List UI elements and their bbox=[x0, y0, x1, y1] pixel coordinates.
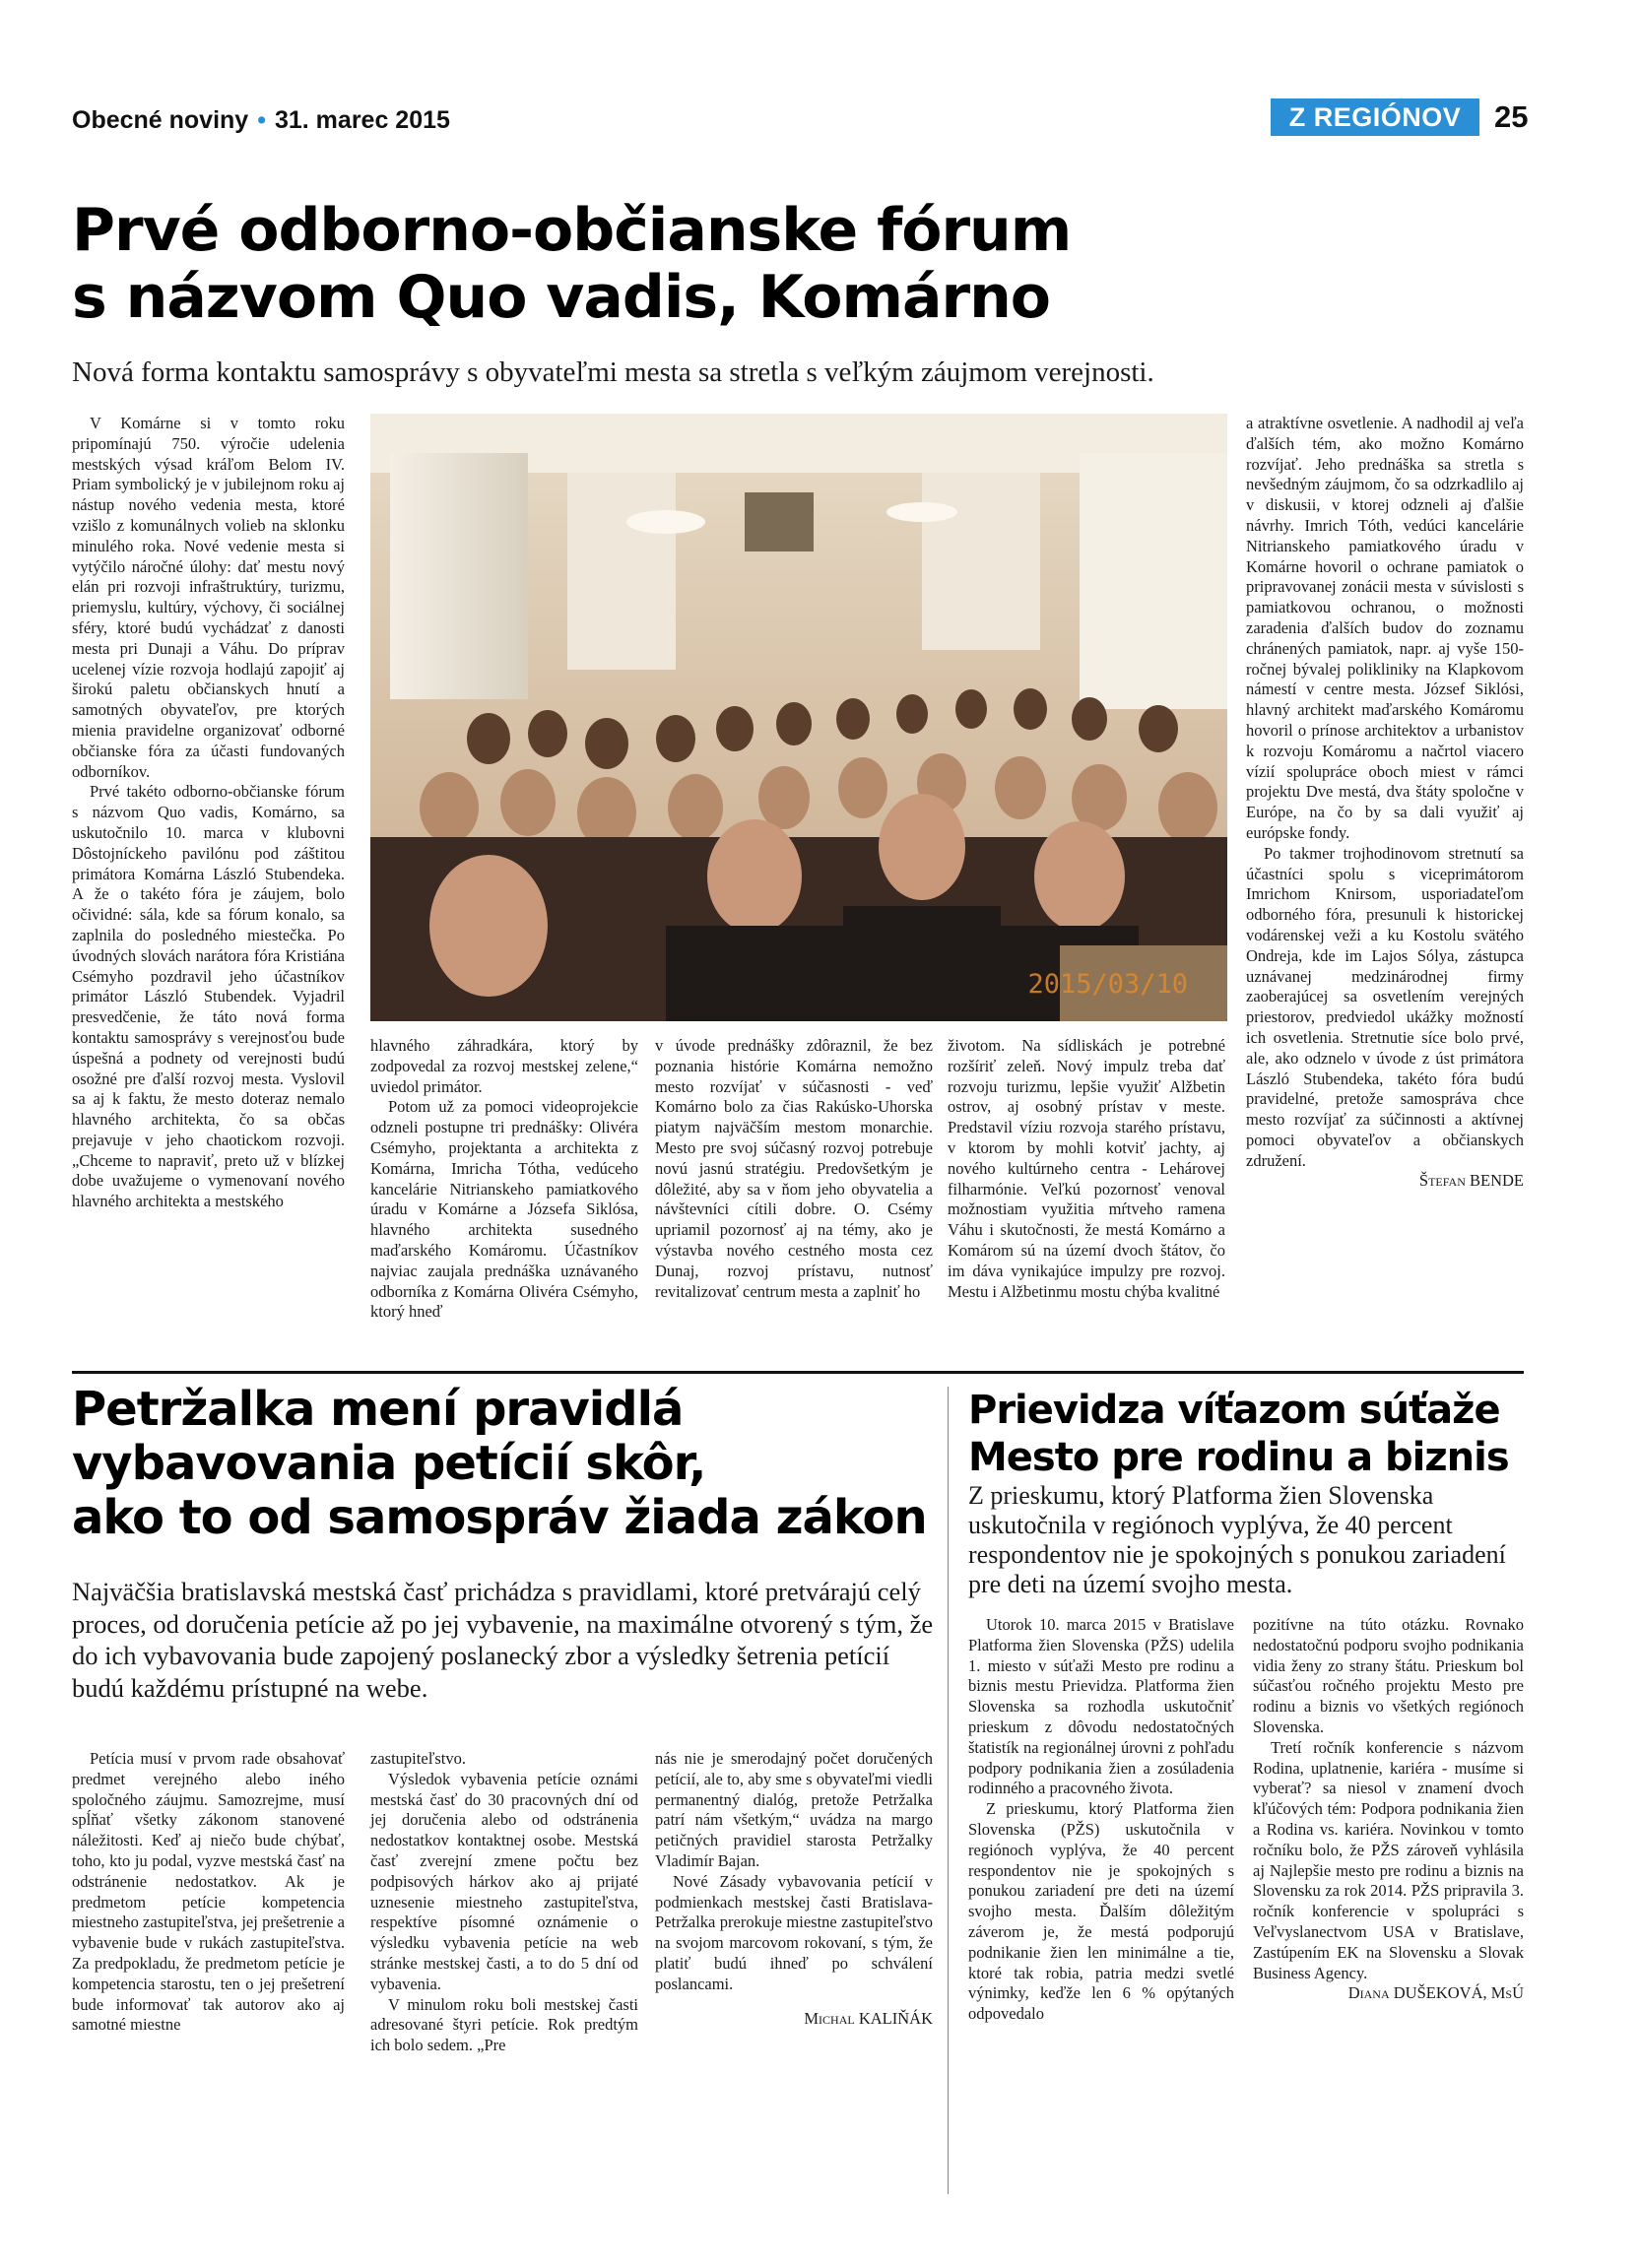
paragraph: V Komárne si v tomto roku pripomínajú 750. výročie udelenia mestských výsad kráľom Belom IV. Priam symbolický je v jubilejnom roku aj nástup nového vedenia mesta, ktoré vzišlo z komunálnych volieb na sklonku minulého roka. Nové vedenie mesta si vytýčilo náročné úlohy: dať mestu nový elán pri rozvoji infraštruktúry, turizmu, priemyslu, kultúry, výchovy, či sociálnej sféry, ktoré budú vychádzať z danosti mesta pri Dunaji a Váhu. Do príprav ucelenej vízie rozvoja hodlajú zapojiť aj širokú paletu občianskych hnutí a samotných obyvateľov, pre ktorých mienia pravidelne organizovať odborné občianske fóra za účasti fundovaných odborníkov. bbox=[72, 414, 345, 781]
column-divider bbox=[948, 1387, 949, 2194]
bullet-dot: • bbox=[257, 106, 266, 134]
article3-title-line2: Mesto pre rodinu a biznis bbox=[968, 1435, 1509, 1480]
article1-column-2 bbox=[370, 1036, 638, 1323]
article2-title-line3: ako to od samospráv žiada zákon bbox=[72, 1490, 927, 1545]
issue-date: 31. marec 2015 bbox=[274, 106, 450, 134]
page-number: 25 bbox=[1494, 99, 1529, 134]
paragraph: životom. Na sídliskách je potrebné rozšíriť zeleň. Nový impulz treba dať rozvoju turizmu, lepšie využiť Alžbetin ostrov, aj osobný prístav v meste. Predstavil víziu rozvoja starého prístavu, v ktorom by mohli kotviť jachty, aj nového kultúrneho centra - Lehárovej filharmónie. Veľkú pozornosť venoval možnostiam využitia mŕtveho ramena Váhu i skutočnosti, že mestá Komárno a Komárom sú na území dvoch štátov, čo im dáva vynikajúce impulzy pre rozvoj. Mestu i Alžbetinmu mostu chýba kvalitné bbox=[948, 1036, 1225, 1301]
article3-title bbox=[968, 1387, 1530, 1481]
article3-dek: Z prieskumu, ktorý Platforma žien Slovenska uskutočnila v regiónoch vyplýva, že 40 percent respondentov nie je spokojných s ponukou zariadení pre deti na území svojho mesta. bbox=[968, 1481, 1506, 1598]
article2-author: Michal KALIŇÁK bbox=[804, 2008, 933, 2028]
article2-column-1 bbox=[72, 1749, 345, 2036]
article2-title-line1: Petržalka mení pravidlá bbox=[72, 1382, 684, 1437]
section-divider bbox=[72, 1371, 1524, 1374]
paragraph: Tretí ročník konferencie s názvom Rodina, uplatnenie, kariéra - musíme si vyberať? sa niesol v znamení dvoch kľúčových tém: Podpora podnikania žien a Rodina vs. kariéra. Novinkou v tomto ročníku bolo, že PŽS zároveň vyhlásila aj Najlepšie mesto pre rodinu a biznis na Slovensku za rok 2014. PŽS pripravila 3. ročník konferencie v spolupráci s Veľvyslanectvom USA v Bratislave, Zastúpením EK na Slovensku a Slovak Business Agency. bbox=[1253, 1737, 1524, 1982]
article1-column-4 bbox=[948, 1036, 1225, 1302]
photo-date-stamp: 2015/03/10 bbox=[1027, 969, 1188, 1000]
paragraph: v úvode prednášky zdôraznil, že bez poznania histórie Komárna nemožno mesto rozvíjať v súčasnosti - veď Komárno bolo za čias Rakúsko-Uhorska piatym najväčším mestom monarchie. Mesto pre svoj súčasný rozvoj potrebuje novú jasnú stratégiu. Predovšetkým je dôležité, aby sa v ňom jeho obyvatelia a návštevníci cítili dobre. O. Csémy upriamil pozornosť aj na témy, ako je výstavba nového cestného mosta cez Dunaj, rozvoj prístavu, nutnosť revitalizovať centrum mesta a zaplniť ho bbox=[655, 1036, 933, 1301]
article2-title-line2: vybavovania petícií skôr, bbox=[72, 1436, 706, 1491]
article1-column-5 bbox=[1246, 414, 1524, 1192]
article1-author: Štefan BENDE bbox=[1418, 1171, 1524, 1191]
article1-column-1 bbox=[72, 414, 345, 1212]
paragraph: Potom už za pomoci videoprojekcie odzneli postupne tri prednášky: Olivéra Csémyho, projektanta a architekta z Komárna, Imricha Tótha, vedúceho kancelárie Nitrianskeho pamiatkového úradu v Komárne a Józsefa Siklósa, hlavného architekta susedného maďarského Komáromu. Účastníkov najviac zaujala prednáška uznávaného odborníka z Komárna Olivéra Csémyho, ktorý hneď bbox=[370, 1097, 638, 1322]
paragraph: Z prieskumu, ktorý Platforma žien Slovenska (PŽS) uskutočnila v regiónoch vyplýva, že 40 percent respondentov nie je spokojných s ponukou zariadení pre deti na území svojho mesta. Ďalším dôležitým záverom je, že mestá podporujú podnikanie žien len minimálne a tie, ktoré tak robia, patria medzi svetlé výnimky, keďže len 6 % opýtaných odpovedalo bbox=[968, 1799, 1234, 2024]
paragraph: Nové Zásady vybavovania petícií v podmienkach mestskej časti Bratislava-Petržalka prerokuje miestne zastupiteľstvo na svojom marcovom rokovaní, s tým, že platiť budú ihneď po schválení poslancami. bbox=[655, 1871, 933, 1993]
paragraph: hlavného záhradkára, ktorý by zodpovedal za rozvoj mestskej zelene,“ uviedol primátor. bbox=[370, 1036, 638, 1096]
article1-title bbox=[72, 197, 1510, 331]
section-label: Z REGIÓNOV bbox=[1271, 98, 1479, 136]
article3-title-line1: Prievidza víťazom súťaže bbox=[968, 1388, 1500, 1433]
audience-photo bbox=[370, 414, 1227, 1021]
audience-photo-image bbox=[370, 414, 1227, 1021]
paragraph: a atraktívne osvetlenie. A nadhodil aj veľa ďalších tém, ako možno Komárno rozvíjať. Jeho prednáška sa stretla s nevšedným záujmom, čo sa odzrkadlilo aj v diskusii, v ktorej odzneli aj ďalšie návrhy. Imrich Tóth, vedúci kancelárie Nitrianskeho pamiatkového úradu v Komárne hovoril o ochrane pamiatok o pripravovanej zonácii mesta v súvislosti s pamiatkovou ochranou, o možnosti zaradenia ďalších budov do zoznamu chránených pamiatok, napr. aj vyše 150-ročnej bývalej polikliniky na Klapkovom námestí v centre mesta. József Siklósi, hlavný architekt maďarského Komáromu hovoril o prínose architektov a urbanistov k rozvoju Komáromu a načrtol viacero vízií spolupráce oboch miest v rámci projektu Dve mestá, dva štáty spoločne v Európe, na čo by sa dali využiť aj európske fondy. bbox=[1246, 414, 1524, 842]
article2-title bbox=[72, 1383, 939, 1545]
paragraph: Utorok 10. marca 2015 v Bratislave Platforma žien Slovenska (PŽS) udelila 1. miesto v súťaži Mesto pre rodinu a biznis mestu Prievidza. Platforma žien Slovenska sa rozhodla uskutočniť prieskum z dôvodu nedostatočných štatistík na regionálnej úrovni z pohľadu podpory podnikania žien a zosúladenia rodinného a pracovného života. bbox=[968, 1615, 1234, 1798]
article1-title-line2: s názvom Quo vadis, Komárno bbox=[72, 263, 1050, 332]
paragraph: pozitívne na túto otázku. Rovnako nedostatočnú podporu svojho podnikania vidia ženy zo strany štátu. Prieskum bol súčasťou ročného projektu Mesto pre rodinu a biznis vo všetkých regiónoch Slovenska. bbox=[1253, 1615, 1524, 1736]
article3-column-2 bbox=[1253, 1615, 1524, 2004]
article1-column-3 bbox=[655, 1036, 933, 1302]
article2-column-2 bbox=[370, 1749, 638, 2056]
paragraph: Prvé takéto odborno-občianske fórum s názvom Quo vadis, Komárno, sa uskutočnilo 10. marca v klubovni Dôstojníckeho pavilónu pod záštitou primátora Komárna László Stubendeka. A že o takéto fóra je záujem, bolo očividné: sála, kde sa fórum konalo, sa zaplnila do posledného miestečka. Po úvodných slovách narátora fóra Kristiána Csémyho pozdravil jeho účastníkov primátor László Stubendek. Vyjadril presvedčenie, že táto nová forma kontaktu samosprávy s verejnosťou bude úspešná a podnety od verejnosti budú osožné pre ďalší rozvoj mesta. Vyslovil sa aj k faktu, že mesto doteraz nemalo hlavného architekta, čo sa občas prejavuje v jeho chaotickom rozvoji. „Chceme to napraviť, preto už v blízkej dobe uvažujeme o vymenovaní nového hlavného architekta a mestského bbox=[72, 782, 345, 1211]
article2-dek: Najväčšia bratislavská mestská časť prichádza s pravidlami, ktoré pretvárajú celý proces, od doručenia petície až po jej vybavenie, na maximálne otvorený s tým, že do ich vybavovania bude zapojený poslanecký zbor a výsledky šetrenia petícií budú každému prístupné na webe. bbox=[72, 1577, 934, 1703]
article1-dek: Nová forma kontaktu samosprávy s obyvateľmi mesta sa stretla s veľkým záujmom verejnosti. bbox=[72, 356, 1154, 388]
article3-column-1 bbox=[968, 1615, 1234, 2025]
paragraph: Výsledok vybavenia petície oznámi mestská časť do 30 pracovných dní od jej doručenia alebo od odstránenia nedostatkov kontaktnej osobe. Mestská časť zverejní zmene počtu bez podpisových hárkov ako aj prijaté uznesenie miestneho zastupiteľstva, respektíve písomné oznámenie o výsledku vybavenia petície na web stránke mestskej časti, a to do 5 dní od vybavenia. bbox=[370, 1769, 638, 1993]
paragraph: Po takmer trojhodinovom stretnutí sa účastníci spolu s viceprimátorom Imrichom Knirsom, usporiadateľom odborného fóra, presunuli k historickej vodárenskej veži a ku Kostolu svätého Ondreja, kde im Lajos Sólya, zástupca uznávanej medzinárodnej firmy zaoberajúcej sa osvetlením verejných priestorov, predviedol ukážky možností ich osvetlenia. Stretnutie síce bolo prvé, ale, ako odznelo v úvode z úst primátora László Stubendeka, takéto fóra budú pravidelné, pretože samospráva chce mesto rozvíjať za súčinnosti a aktívnej pomoci obyvateľov a občianskych združení. bbox=[1246, 843, 1524, 1170]
article2-column-3 bbox=[655, 1749, 933, 2029]
masthead bbox=[72, 106, 450, 135]
paragraph: V minulom roku boli mestskej časti adresované štyri petície. Rok predtým ich bolo sedem. „Pre bbox=[370, 1994, 638, 2055]
paragraph: zastupiteľstvo. bbox=[370, 1749, 466, 1768]
paragraph: nás nie je smerodajný počet doručených petícií, ale to, aby sme s obyvateľmi viedli permanentný dialóg, pretože Petržalka patrí nám všetkým,“ uvádza na margo petičných pravidiel starosta Petržalky Vladimír Bajan. bbox=[655, 1749, 933, 1870]
paragraph: Petícia musí v prvom rade obsahovať predmet verejného alebo iného spoločného záujmu. Samozrejme, musí spĺňať všetky zákonom stanovené náležitosti. Keď aj niečo bude chýbať, toho, kto ju podal, vyzve mestská časť na odstránenie nedostatkov. Ak je predmetom petície kompetencia miestneho zastupiteľstva, jej prešetrenie a vybavenie bude v rukách zastupiteľstva. Za predpokladu, že predmetom petície je kompetencia starostu, ten o jej prešetrení bude informovať tak autorov ako aj samotné miestne bbox=[72, 1749, 345, 2035]
article1-title-line1: Prvé odborno-občianske fórum bbox=[72, 196, 1072, 265]
article3-author: Diana DUŠEKOVÁ, MsÚ bbox=[1347, 1983, 1524, 2003]
publication-name: Obecné noviny bbox=[72, 106, 249, 134]
